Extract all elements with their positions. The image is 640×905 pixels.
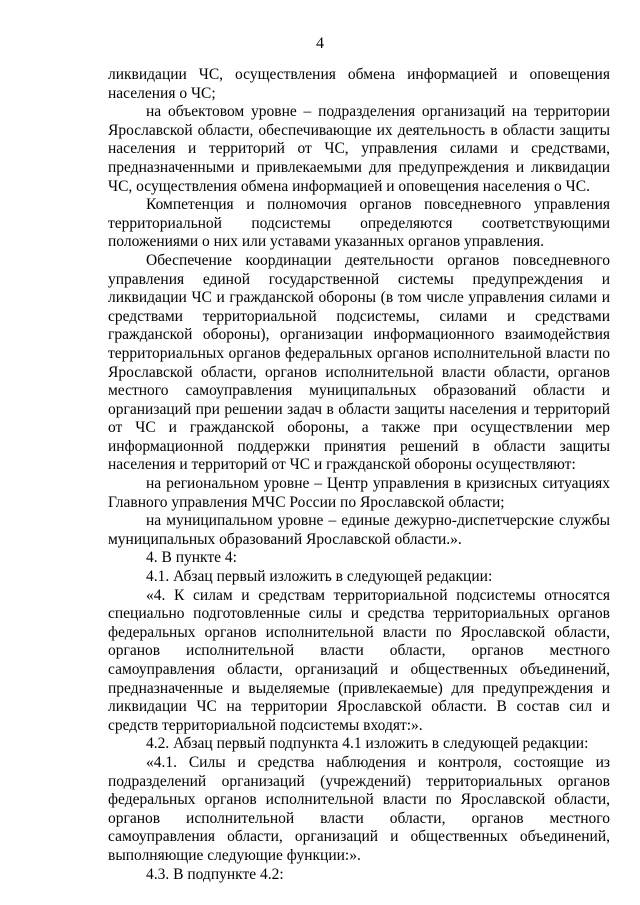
paragraph-point-4-2: 4.2. Абзац первый подпункта 4.1 изложить в следующей редакции: [146,735,589,753]
paragraph-coordination: Обеспечение координации деятельности органов повседневного управления единой государственной системы предупреждения и ликвидации ЧС и гражданской обороны (в том числе управления силами и средствами территориальной подсистемы, силами и средствами гражданской обороны), организации информационного взаимодействия территориальных органов федеральных органов исполнительной власти по Ярославской области, органов исполнительной власти области, органов местного самоуправления муниципальных образований области и организаций при решении задач в области защиты населения и территорий от ЧС и гражданской обороны, а также при осуществлении мер информационной поддержки принятия решений в области защиты населения и территорий от ЧС и гражданской обороны осуществляют: [108,251,610,474]
paragraph-point-4-3: 4.3. В подпункте 4.2: [146,865,284,883]
paragraph-monitoring-forces: «4.1. Силы и средства наблюдения и контроля, состоящие из подразделений организаций (учреждений) территориальных органов федеральных органов исполнительной власти по Ярославской области, органов исполнительной власти области, органов местного самоуправления области, организаций и общественных объединений, выполняющие следующие функции:». [108,753,610,864]
document-body [108,66,610,884]
paragraph-continuation: ликвидации ЧС, осуществления обмена информацией и оповещения населения о ЧС; [108,66,610,102]
page-number: 4 [316,35,324,52]
paragraph-point-4-1: 4.1. Абзац первый изложить в следующей редакции: [146,568,493,586]
paragraph-competence: Компетенция и полномочия органов повседневного управления территориальной подсистемы определяются соответствующими положениями о них или уставами указанных органов управления. [108,196,610,251]
paragraph-municipal-level: на муниципальном уровне – единые дежурно-диспетчерские службы муниципальных образований Ярославской области.». [108,512,610,548]
paragraph-point-4: 4. В пункте 4: [146,549,237,567]
paragraph-object-level: на объектовом уровне – подразделения организаций на территории Ярославской области, обеспечивающие их деятельность в области защиты населения и территорий от ЧС, управления силами и средствами, предназначенными и привлекаемыми для предупреждения и ликвидации ЧС, осуществления обмена информацией и оповещения населения о ЧС. [108,103,610,195]
paragraph-forces-definition: «4. К силам и средствам территориальной подсистемы относятся специально подготовленные силы и средства территориальных органов федеральных органов исполнительной власти по Ярославской области, органов исполнительной власти области, органов местного самоуправления области, организаций и общественных объединений, предназначенные и выделяемые (привлекаемые) для предупреждения и ликвидации ЧС на территории Ярославской области. В состав сил и средств территориальной подсистемы входят:». [108,586,610,734]
paragraph-regional-level: на региональном уровне – Центр управления в кризисных ситуациях Главного управления МЧС России по Ярославской области; [108,475,610,511]
